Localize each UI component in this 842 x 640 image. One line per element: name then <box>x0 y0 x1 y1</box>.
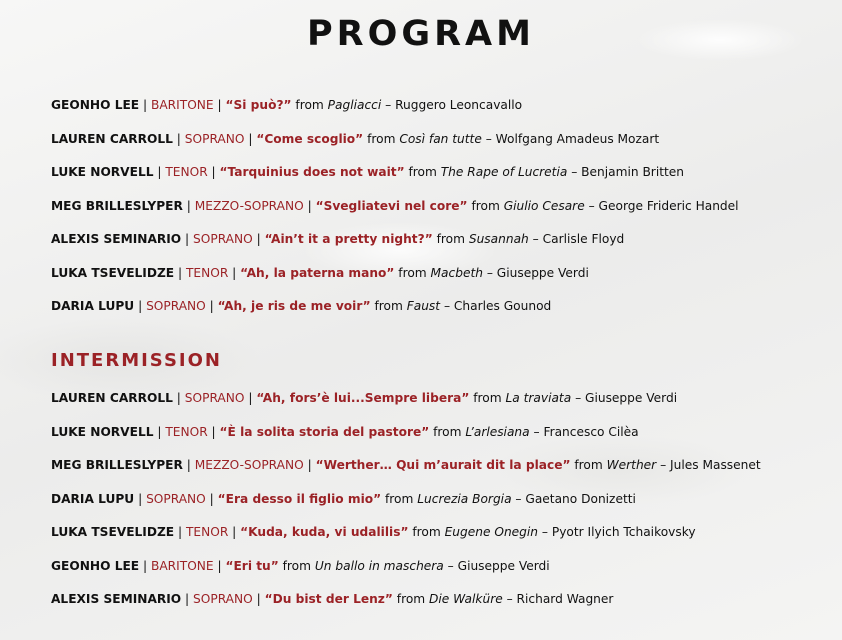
aria-title: “Era desso il figlio mio” <box>217 491 382 506</box>
program-row <box>51 456 831 490</box>
from-word: from <box>436 232 465 246</box>
program-part-1 <box>51 96 831 331</box>
separator: | <box>186 458 191 472</box>
performer-name: LAUREN CARROLL <box>51 131 173 146</box>
opera-title: Lucrezia Borgia <box>417 491 512 506</box>
performer-name: GEONHO LEE <box>51 98 140 112</box>
separator: | <box>138 491 143 506</box>
separator: | <box>248 131 253 146</box>
dash: – <box>506 592 513 606</box>
opera-title: Un ballo in maschera <box>314 558 444 573</box>
composer-name: Benjamin Britten <box>581 165 684 179</box>
opera-title: L’arlesiana <box>465 424 530 439</box>
aria-title: “Svegliatevi nel core” <box>315 198 468 213</box>
separator: | <box>256 592 261 606</box>
program-row <box>51 96 831 130</box>
opera-title: La traviata <box>505 391 572 405</box>
separator: | <box>177 525 183 539</box>
voice-type: TENOR <box>185 525 229 539</box>
intermission-heading: INTERMISSION <box>51 350 222 371</box>
voice-type: SOPRANO <box>184 391 245 405</box>
aria-title: “Ah, fors’è lui...Sempre libera” <box>256 391 470 405</box>
opera-title: Faust <box>406 299 441 313</box>
separator: | <box>177 265 183 280</box>
performer-name: LUKA TSEVELIDZE <box>51 525 175 539</box>
separator: | <box>176 131 181 146</box>
composer-name: George Frideric Handel <box>598 198 739 213</box>
dash: – <box>571 165 578 179</box>
program-row <box>51 590 831 624</box>
program-row <box>51 297 831 331</box>
aria-title: “Ah, je ris de me voir” <box>217 299 371 313</box>
program-row <box>51 490 831 524</box>
from-word: from <box>412 525 441 539</box>
performer-name: ALEXIS SEMINARIO <box>51 592 182 606</box>
program-row <box>51 523 831 557</box>
dash: – <box>588 198 595 213</box>
performer-name: ALEXIS SEMINARIO <box>51 232 182 246</box>
separator: | <box>307 198 312 213</box>
from-word: from <box>295 98 324 112</box>
program-row <box>51 264 831 298</box>
program-row <box>51 163 831 197</box>
composer-name: Wolfgang Amadeus Mozart <box>495 131 660 146</box>
composer-name: Francesco Cilèa <box>543 424 639 439</box>
dash: – <box>443 299 451 313</box>
separator: | <box>209 299 214 313</box>
composer-name: Giuseppe Verdi <box>496 265 589 280</box>
composer-name: Jules Massenet <box>670 458 761 472</box>
performer-name: DARIA LUPU <box>51 491 135 506</box>
performer-name: LUKA TSEVELIDZE <box>51 265 175 280</box>
performer-name: LAUREN CARROLL <box>51 391 173 405</box>
dash: – <box>575 391 582 405</box>
aria-title: “È la solita storia del pastore” <box>219 424 430 439</box>
program-row <box>51 423 831 457</box>
from-word: from <box>396 592 426 606</box>
voice-type: TENOR <box>165 165 208 179</box>
opera-title: Pagliacci <box>327 98 382 112</box>
separator: | <box>143 98 148 112</box>
voice-type: SOPRANO <box>193 592 253 606</box>
opera-title: Eugene Onegin <box>444 525 539 539</box>
from-word: from <box>433 424 462 439</box>
opera-title: Così fan tutte <box>399 131 482 146</box>
composer-name: Gaetano Donizetti <box>525 491 636 506</box>
separator: | <box>186 198 191 213</box>
separator: | <box>138 299 143 313</box>
dash: – <box>541 525 548 539</box>
separator: | <box>211 165 216 179</box>
from-word: from <box>282 558 311 573</box>
from-word: from <box>385 491 414 506</box>
composer-name: Ruggero Leoncavallo <box>395 98 523 112</box>
opera-title: Die Walküre <box>429 592 503 606</box>
separator: | <box>157 165 162 179</box>
from-word: from <box>471 198 500 213</box>
separator: | <box>185 592 190 606</box>
program-row <box>51 557 831 591</box>
separator: | <box>217 558 222 573</box>
from-word: from <box>367 131 396 146</box>
composer-name: Giuseppe Verdi <box>457 558 550 573</box>
from-word: from <box>374 299 403 313</box>
opera-title: Susannah <box>468 232 529 246</box>
aria-title: “Come scoglio” <box>256 131 364 146</box>
voice-type: SOPRANO <box>146 491 206 506</box>
voice-type: TENOR <box>185 265 229 280</box>
separator: | <box>256 232 261 246</box>
aria-title: “Kuda, kuda, vi udalilis” <box>240 525 409 539</box>
voice-type: SOPRANO <box>193 232 253 246</box>
dash: – <box>447 558 454 573</box>
separator: | <box>143 558 148 573</box>
dash: – <box>660 458 667 472</box>
from-word: from <box>398 265 427 280</box>
program-part-2 <box>51 389 831 624</box>
performer-name: GEONHO LEE <box>51 558 140 573</box>
aria-title: “Si può?” <box>225 98 292 112</box>
dash: – <box>485 131 492 146</box>
from-word: from <box>473 391 502 405</box>
separator: | <box>248 391 253 405</box>
program-row <box>51 389 831 423</box>
separator: | <box>307 458 312 472</box>
composer-name: Carlisle Floyd <box>542 232 625 246</box>
separator: | <box>157 424 162 439</box>
voice-type: BARITONE <box>150 98 214 112</box>
page-title: PROGRAM <box>307 14 535 54</box>
opera-title: The Rape of Lucretia <box>440 165 568 179</box>
voice-type: MEZZO-SOPRANO <box>194 198 304 213</box>
separator: | <box>185 232 190 246</box>
dash: – <box>486 265 493 280</box>
aria-title: “Eri tu” <box>225 558 279 573</box>
voice-type: BARITONE <box>150 558 214 573</box>
opera-title: Macbeth <box>430 265 483 280</box>
voice-type: SOPRANO <box>184 131 245 146</box>
dash: – <box>515 491 522 506</box>
program-row <box>51 130 831 164</box>
separator: | <box>232 525 237 539</box>
performer-name: MEG BRILLESLYPER <box>51 198 183 213</box>
opera-title: Giulio Cesare <box>503 198 585 213</box>
aria-title: “Du bist der Lenz” <box>264 592 393 606</box>
dash: – <box>532 232 539 246</box>
separator: | <box>232 265 237 280</box>
aria-title: “Werther… Qui m’aurait dit la place” <box>315 458 571 472</box>
voice-type: MEZZO-SOPRANO <box>194 458 304 472</box>
opera-title: Werther <box>606 458 657 472</box>
from-word: from <box>408 165 437 179</box>
aria-title: “Ain’t it a pretty night?” <box>264 232 433 246</box>
from-word: from <box>574 458 603 472</box>
dash: – <box>533 424 540 439</box>
composer-name: Richard Wagner <box>516 592 614 606</box>
separator: | <box>176 391 181 405</box>
performer-name: LUKE NORVELL <box>51 165 154 179</box>
voice-type: SOPRANO <box>146 299 206 313</box>
separator: | <box>211 424 216 439</box>
voice-type: TENOR <box>165 424 208 439</box>
composer-name: Giuseppe Verdi <box>585 391 678 405</box>
aria-title: “Tarquinius does not wait” <box>219 165 405 179</box>
performer-name: LUKE NORVELL <box>51 424 154 439</box>
composer-name: Charles Gounod <box>453 299 552 313</box>
program-row <box>51 197 831 231</box>
dash: – <box>385 98 392 112</box>
performer-name: MEG BRILLESLYPER <box>51 458 183 472</box>
separator: | <box>217 98 222 112</box>
aria-title: “Ah, la paterna mano” <box>240 265 395 280</box>
separator: | <box>209 491 214 506</box>
performer-name: DARIA LUPU <box>51 299 135 313</box>
program-row <box>51 230 831 264</box>
composer-name: Pyotr Ilyich Tchaikovsky <box>551 525 696 539</box>
